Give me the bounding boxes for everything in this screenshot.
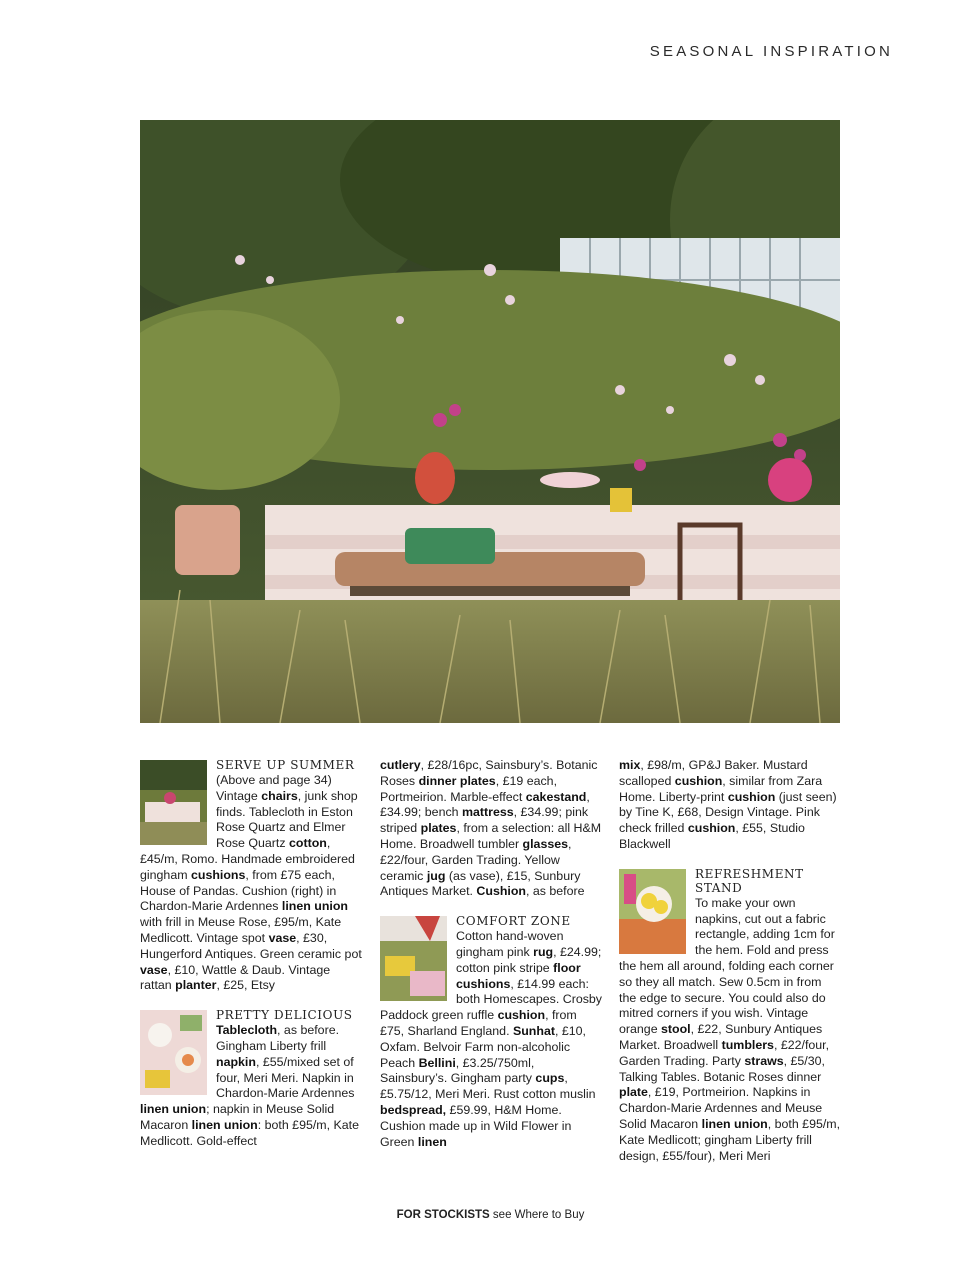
text-bold: cotton <box>289 836 327 851</box>
text: , £25, Etsy <box>216 978 275 993</box>
text-bold: napkin <box>216 1054 256 1069</box>
text-bold: chairs <box>261 788 298 803</box>
column-3 <box>619 758 841 1178</box>
text-bold: cushion <box>727 789 776 804</box>
text: , £5/30, Talking Tables. Botanic Roses dinner <box>619 1053 825 1084</box>
garden-table-illustration <box>140 120 840 723</box>
text-bold: stool <box>661 1022 691 1037</box>
text-bold: bedspread, <box>380 1102 447 1117</box>
text: , £45/m, Romo. Handmade embroidered gingham <box>140 836 355 882</box>
serve-heading: SERVE UP SUMMER <box>216 758 355 772</box>
text-bold: linen union <box>281 899 348 914</box>
text: , £5.75/12, Meri Meri. Rust cotton muslin <box>380 1071 596 1102</box>
text-bold: cakestand <box>525 789 587 804</box>
text-bold: rug <box>533 944 554 959</box>
serve-up-summer-section <box>140 758 362 994</box>
stockists-footer <box>0 1209 963 1221</box>
text-bold: cushions <box>190 867 246 882</box>
text-bold: linen union <box>140 1102 207 1117</box>
text-bold: linen union <box>701 1116 768 1131</box>
text: with frill in Meuse Rose, £95/m, Kate Medlicott. Vintage spot <box>140 915 342 945</box>
text: To make your own napkins, cut out a fabric rectangle, adding 1cm for the hem. Fold and press the hem all around, folding each corner so they all match. Sew 0.5cm in from the edge to secure. You could also do mitred corners if you wish. Vintage orange <box>619 895 835 1037</box>
text-bold: plates <box>420 821 457 836</box>
text-bold: cushion <box>497 1008 546 1023</box>
text-bold: Cushion <box>476 884 526 899</box>
text-bold: mix <box>619 758 641 772</box>
text-bold: plate <box>619 1085 648 1100</box>
text-bold: Sunhat <box>512 1023 555 1038</box>
text: (Above and page 34) Vintage <box>216 773 332 803</box>
text: (just seen) by Tine K, £68, Design Vintage. Pink check frilled <box>619 789 837 836</box>
text: , £19, Portmeirion. Napkins in Chardon-Marie Ardennes and Meuse Solid Macaron <box>619 1085 823 1131</box>
text: , £24.99; cotton pink stripe <box>456 944 602 975</box>
text: , similar from Zara Home. Liberty-print <box>619 773 823 804</box>
text: , £30, Hungerford Antiques. Green ceramic pot <box>140 930 362 961</box>
text: , £22/four, Garden Trading. Yellow ceramic <box>380 836 572 883</box>
text-bold: cushion <box>687 821 736 836</box>
text: , £3.25/750ml, Sainsbury’s. Gingham party <box>380 1055 536 1086</box>
text-bold: tumblers <box>721 1037 774 1052</box>
column-2-continued <box>380 758 602 900</box>
text-bold: glasses <box>522 836 569 851</box>
text-bold: Bellini <box>418 1055 456 1070</box>
column-2 <box>380 758 602 1164</box>
comfort-zone-section <box>380 914 602 1150</box>
text: , junk shop finds. Tablecloth in Eston Rose Quartz and Elmer Rose Quartz <box>216 788 358 851</box>
pretty-heading: PRETTY DELICIOUS <box>216 1008 353 1023</box>
text: , from £75 each, House of Pandas. Cushion (right) in Chardon-Marie Ardennes <box>140 867 337 914</box>
text: , £28/16pc, Sainsbury’s. Botanic Roses <box>380 758 598 788</box>
text: , £34.99; pink striped <box>380 805 589 836</box>
text-bold: cutlery <box>380 758 421 772</box>
text: , £55, Studio Blackwell <box>619 821 805 851</box>
text: (as vase), £15, Sunbury Antiques Market. <box>380 868 581 899</box>
column-1 <box>140 758 362 1164</box>
text: , £55/mixed set of four, Meri Meri. Napkin in Chardon-Marie Ardennes <box>216 1054 355 1101</box>
text: , both £95/m, Kate Medlicott; gingham Liberty frill design, £55/four), Meri Meri <box>619 1116 841 1163</box>
text: , from £75, Sharland England. <box>380 1008 577 1038</box>
hero-photo <box>140 120 840 723</box>
text-bold: linen <box>417 1134 447 1149</box>
pretty-thumbnail <box>140 1010 207 1095</box>
text: Cotton hand-woven gingham pink <box>456 929 564 959</box>
text-bold: floor cushions <box>456 960 581 991</box>
text: : both £95/m, Kate Medlicott. Gold-effect <box>140 1117 359 1148</box>
text-bold: jug <box>426 868 446 883</box>
text-bold: vase <box>268 930 297 945</box>
refreshment-stand-section <box>619 867 841 1165</box>
comfort-heading: COMFORT ZONE <box>456 914 571 929</box>
text: , £98/m, GP&J Baker. Mustard scalloped <box>619 758 808 788</box>
text: , from a selection: all H&M Home. Broadwell tumbler <box>380 821 602 851</box>
text: ; napkin in Meuse Solid Macaron <box>140 1102 335 1132</box>
footer-text: see Where to Buy <box>489 1209 585 1221</box>
section-tag: SEASONAL INSPIRATION <box>649 43 893 60</box>
text-bold: mattress <box>462 805 514 820</box>
pretty-delicious-section <box>140 1008 362 1149</box>
text-bold: straws <box>744 1053 784 1068</box>
text-bold: vase <box>140 962 168 977</box>
text-bold: Tablecloth <box>216 1023 278 1038</box>
text: £59.99, H&M Home. Cushion made up in Wild Flower in Green <box>380 1102 572 1149</box>
comfort-thumbnail <box>380 916 447 1001</box>
text-bold: planter <box>175 978 217 993</box>
text: , £14.99 each: both Homescapes. Crosby Paddock green ruffle <box>380 976 603 1023</box>
text-bold: cushion <box>674 773 723 788</box>
refreshment-thumbnail <box>619 869 686 954</box>
text: , £34.99; bench <box>380 789 590 820</box>
text: , £19 each, Portmeirion. Marble-effect <box>380 773 558 804</box>
text-bold: linen union <box>191 1117 258 1132</box>
text: , £10, Wattle & Daub. Vintage rattan <box>140 962 331 993</box>
text-bold: dinner plates <box>418 773 496 788</box>
text-bold: cups <box>535 1071 565 1086</box>
column-3-continued <box>619 758 841 853</box>
text: , as before. Gingham Liberty frill <box>216 1023 340 1053</box>
text: , £22/four, Garden Trading. Party <box>619 1037 830 1068</box>
text: , £22, Sunbury Antiques Market. Broadwell <box>619 1022 823 1052</box>
text: , as before <box>525 884 585 899</box>
text: , £10, Oxfam. Belvoir Farm non-alcoholic Peach <box>380 1023 586 1070</box>
footer-bold: FOR STOCKISTS <box>396 1209 490 1221</box>
refresh-heading: REFRESHMENT STAND <box>695 866 804 895</box>
serve-thumbnail <box>140 760 207 845</box>
